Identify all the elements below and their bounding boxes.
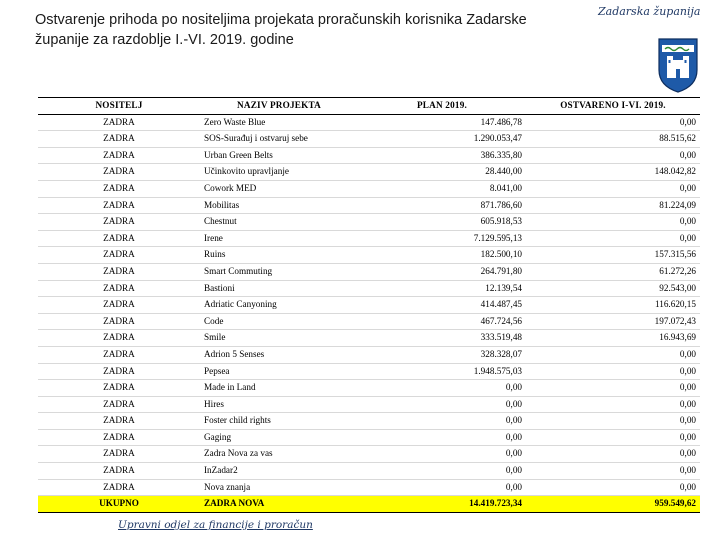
- cell-realized: 0,00: [526, 363, 700, 380]
- cell-realized: 0,00: [526, 147, 700, 164]
- cell-realized: 148.042,82: [526, 164, 700, 181]
- cell-plan: 605.918,53: [358, 214, 526, 231]
- table-row: [38, 247, 700, 264]
- cell-project: Nova znanja: [200, 479, 358, 496]
- cell-project: Mobilitas: [200, 197, 358, 214]
- cell-realized: 0,00: [526, 413, 700, 430]
- table-row: [38, 280, 700, 297]
- cell-realized: 0,00: [526, 463, 700, 480]
- cell-plan: 8.041,00: [358, 180, 526, 197]
- cell-holder: ZADRA: [38, 479, 200, 496]
- cell-realized: 157.315,56: [526, 247, 700, 264]
- total-realized: 959.549,62: [526, 496, 700, 513]
- cell-project: Urban Green Belts: [200, 147, 358, 164]
- cell-holder: ZADRA: [38, 164, 200, 181]
- table-row: [38, 131, 700, 148]
- county-brand-text: Zadarska županija: [598, 5, 701, 18]
- cell-holder: ZADRA: [38, 131, 200, 148]
- cell-plan: 467.724,56: [358, 313, 526, 330]
- cell-plan: 7.129.595,13: [358, 230, 526, 247]
- cell-plan: 0,00: [358, 396, 526, 413]
- cell-plan: 1.290.053,47: [358, 131, 526, 148]
- cell-project: Cowork MED: [200, 180, 358, 197]
- cell-project: Foster child rights: [200, 413, 358, 430]
- cell-project: Chestnut: [200, 214, 358, 231]
- cell-plan: 414.487,45: [358, 297, 526, 314]
- cell-plan: 182.500,10: [358, 247, 526, 264]
- table-row: [38, 479, 700, 496]
- cell-realized: 0,00: [526, 396, 700, 413]
- cell-realized: 0,00: [526, 230, 700, 247]
- cell-realized: 16.943,69: [526, 330, 700, 347]
- cell-holder: ZADRA: [38, 380, 200, 397]
- cell-project: Made in Land: [200, 380, 358, 397]
- table-row: [38, 230, 700, 247]
- cell-realized: 92.543,00: [526, 280, 700, 297]
- col-header-project: NAZIV PROJEKTA: [200, 98, 358, 115]
- cell-project: Irene: [200, 230, 358, 247]
- cell-plan: 147.486,78: [358, 114, 526, 131]
- cell-realized: 81.224,09: [526, 197, 700, 214]
- total-row: [38, 496, 700, 513]
- table-row: [38, 263, 700, 280]
- county-crest-icon: [656, 36, 700, 94]
- cell-plan: 0,00: [358, 413, 526, 430]
- table-row: [38, 197, 700, 214]
- col-header-holder: NOSITELJ: [38, 98, 200, 115]
- cell-holder: ZADRA: [38, 346, 200, 363]
- cell-realized: 116.620,15: [526, 297, 700, 314]
- cell-holder: ZADRA: [38, 180, 200, 197]
- cell-holder: ZADRA: [38, 363, 200, 380]
- table-row: [38, 346, 700, 363]
- page-title: Ostvarenje prihoda po nositeljima projekata proračunskih korisnika Zadarske županije za razdoblje I.-VI. 2019. godine: [35, 12, 527, 48]
- cell-holder: ZADRA: [38, 463, 200, 480]
- cell-holder: ZADRA: [38, 197, 200, 214]
- table-row: [38, 380, 700, 397]
- cell-plan: 0,00: [358, 429, 526, 446]
- cell-holder: ZADRA: [38, 147, 200, 164]
- cell-holder: ZADRA: [38, 446, 200, 463]
- cell-realized: 0,00: [526, 429, 700, 446]
- cell-plan: 333.519,48: [358, 330, 526, 347]
- table-row: [38, 330, 700, 347]
- cell-plan: 0,00: [358, 446, 526, 463]
- cell-project: Smart Commuting: [200, 263, 358, 280]
- cell-plan: 0,00: [358, 479, 526, 496]
- cell-realized: 0,00: [526, 346, 700, 363]
- table-row: [38, 413, 700, 430]
- cell-realized: 0,00: [526, 214, 700, 231]
- cell-project: SOS-Surađuj i ostvaruj sebe: [200, 131, 358, 148]
- table-row: [38, 396, 700, 413]
- cell-plan: 871.786,60: [358, 197, 526, 214]
- cell-project: Hires: [200, 396, 358, 413]
- table-row: [38, 429, 700, 446]
- table-row: [38, 180, 700, 197]
- cell-project: Učinkovito upravljanje: [200, 164, 358, 181]
- cell-project: Smile: [200, 330, 358, 347]
- cell-holder: ZADRA: [38, 263, 200, 280]
- total-holder: ZADRA NOVA: [200, 496, 358, 513]
- cell-project: Adriatic Canyoning: [200, 297, 358, 314]
- cell-holder: ZADRA: [38, 330, 200, 347]
- cell-holder: ZADRA: [38, 313, 200, 330]
- col-header-plan: PLAN 2019.: [358, 98, 526, 115]
- cell-realized: 88.515,62: [526, 131, 700, 148]
- table-row: [38, 114, 700, 131]
- cell-realized: 197.072,43: [526, 313, 700, 330]
- cell-project: Ruins: [200, 247, 358, 264]
- cell-holder: ZADRA: [38, 413, 200, 430]
- cell-holder: ZADRA: [38, 297, 200, 314]
- cell-project: Pepsea: [200, 363, 358, 380]
- cell-holder: ZADRA: [38, 214, 200, 231]
- table-row: [38, 463, 700, 480]
- cell-holder: ZADRA: [38, 396, 200, 413]
- cell-plan: 28.440,00: [358, 164, 526, 181]
- table-row: [38, 297, 700, 314]
- cell-project: Bastioni: [200, 280, 358, 297]
- table-row: [38, 214, 700, 231]
- cell-holder: ZADRA: [38, 247, 200, 264]
- cell-project: Adrion 5 Senses: [200, 346, 358, 363]
- cell-project: Code: [200, 313, 358, 330]
- cell-project: Zadra Nova za vas: [200, 446, 358, 463]
- revenue-table: [38, 97, 700, 513]
- cell-holder: ZADRA: [38, 280, 200, 297]
- cell-holder: ZADRA: [38, 230, 200, 247]
- table-row: [38, 164, 700, 181]
- cell-project: Gaging: [200, 429, 358, 446]
- cell-plan: 0,00: [358, 380, 526, 397]
- cell-plan: 1.948.575,03: [358, 363, 526, 380]
- cell-project: InZadar2: [200, 463, 358, 480]
- cell-realized: 0,00: [526, 180, 700, 197]
- total-label: UKUPNO: [38, 496, 200, 513]
- cell-realized: 0,00: [526, 446, 700, 463]
- table-row: [38, 313, 700, 330]
- cell-realized: 0,00: [526, 479, 700, 496]
- cell-holder: ZADRA: [38, 429, 200, 446]
- cell-plan: 264.791,80: [358, 263, 526, 280]
- table-row: [38, 363, 700, 380]
- cell-plan: 386.335,80: [358, 147, 526, 164]
- col-header-realized: OSTVARENO I-VI. 2019.: [526, 98, 700, 115]
- cell-realized: 0,00: [526, 114, 700, 131]
- cell-realized: 61.272,26: [526, 263, 700, 280]
- cell-plan: 12.139,54: [358, 280, 526, 297]
- cell-plan: 0,00: [358, 463, 526, 480]
- cell-realized: 0,00: [526, 380, 700, 397]
- table-header-row: [38, 98, 700, 115]
- total-plan: 14.419.723,34: [358, 496, 526, 513]
- cell-holder: ZADRA: [38, 114, 200, 131]
- cell-plan: 328.328,07: [358, 346, 526, 363]
- department-link[interactable]: Upravni odjel za financije i proračun: [118, 519, 313, 531]
- table-row: [38, 446, 700, 463]
- table-row: [38, 147, 700, 164]
- cell-project: Zero Waste Blue: [200, 114, 358, 131]
